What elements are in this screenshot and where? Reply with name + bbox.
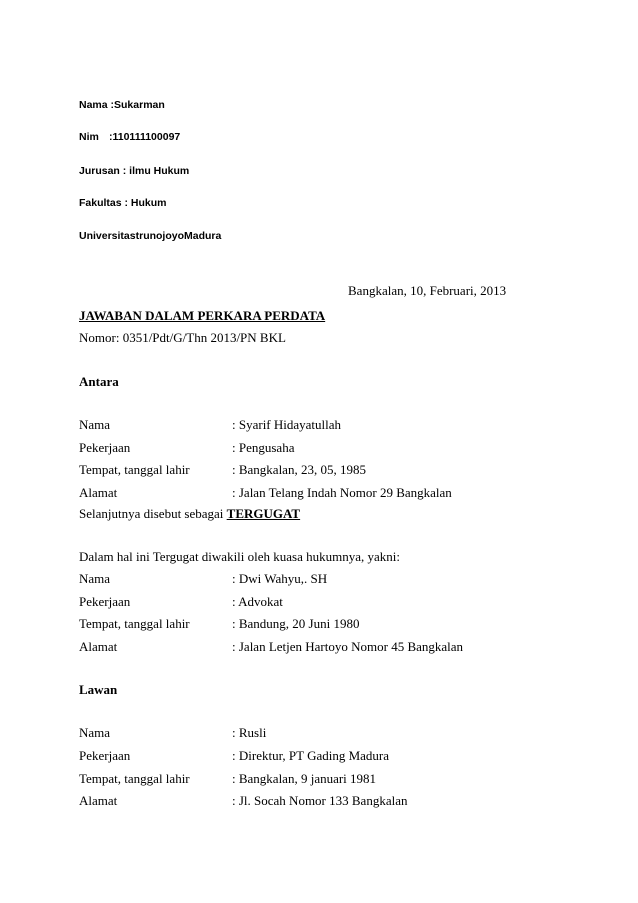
lawan-heading: Lawan <box>79 682 118 697</box>
field-label: Nama <box>79 417 111 432</box>
student-universitas: UniversitastrunojoyoMadura <box>79 230 222 242</box>
field-value: : Direktur, PT Gading Madura <box>232 748 390 763</box>
field-label: Nama <box>79 571 111 586</box>
field-label: Alamat <box>79 639 118 654</box>
kuasa-intro: Dalam hal ini Tergugat diwakili oleh kuasa hukumnya, yakni: <box>79 549 401 564</box>
case-number: Nomor: 0351/Pdt/G/Thn 2013/PN BKL <box>79 330 286 345</box>
field-value: : Jalan Letjen Hartoyo Nomor 45 Bangkalan <box>232 639 464 654</box>
field-label: Tempat, tanggal lahir <box>79 462 190 477</box>
selanjutnya-prefix: Selanjutnya disebut sebagai <box>79 506 224 521</box>
student-nim-row <box>79 131 99 143</box>
field-value: : Dwi Wahyu,. SH <box>232 571 328 586</box>
field-label: Alamat <box>79 793 118 808</box>
field-label: Nama <box>79 725 111 740</box>
field-value: : Jalan Telang Indah Nomor 29 Bangkalan <box>232 485 452 500</box>
nim-label: Nim <box>79 131 99 143</box>
date-line: Bangkalan, 10, Februari, 2013 <box>348 283 507 298</box>
field-label: Pekerjaan <box>79 594 131 609</box>
field-value: : Jl. Socah Nomor 133 Bangkalan <box>232 793 408 808</box>
student-jurusan: Jurusan : ilmu Hukum <box>79 165 190 177</box>
student-name: Nama :Sukarman <box>79 99 165 111</box>
document-title: JAWABAN DALAM PERKARA PERDATA <box>79 308 326 323</box>
tergugat-term: TERGUGAT <box>226 506 301 521</box>
field-label: Alamat <box>79 485 118 500</box>
field-value: : Pengusaha <box>232 440 295 455</box>
selanjutnya-line <box>79 506 300 522</box>
field-label: Tempat, tanggal lahir <box>79 616 190 631</box>
field-label: Pekerjaan <box>79 748 131 763</box>
field-value: : Bandung, 20 Juni 1980 <box>232 616 360 631</box>
field-value: : Bangkalan, 23, 05, 1985 <box>232 462 366 477</box>
field-value: : Rusli <box>232 725 267 740</box>
field-value: : Syarif Hidayatullah <box>232 417 342 432</box>
antara-heading: Antara <box>79 374 119 389</box>
field-value: : Advokat <box>232 594 283 609</box>
field-value: : Bangkalan, 9 januari 1981 <box>232 771 377 786</box>
field-label: Pekerjaan <box>79 440 131 455</box>
field-label: Tempat, tanggal lahir <box>79 771 190 786</box>
student-fakultas: Fakultas : Hukum <box>79 197 167 209</box>
nim-value: :110111100097 <box>109 131 181 143</box>
